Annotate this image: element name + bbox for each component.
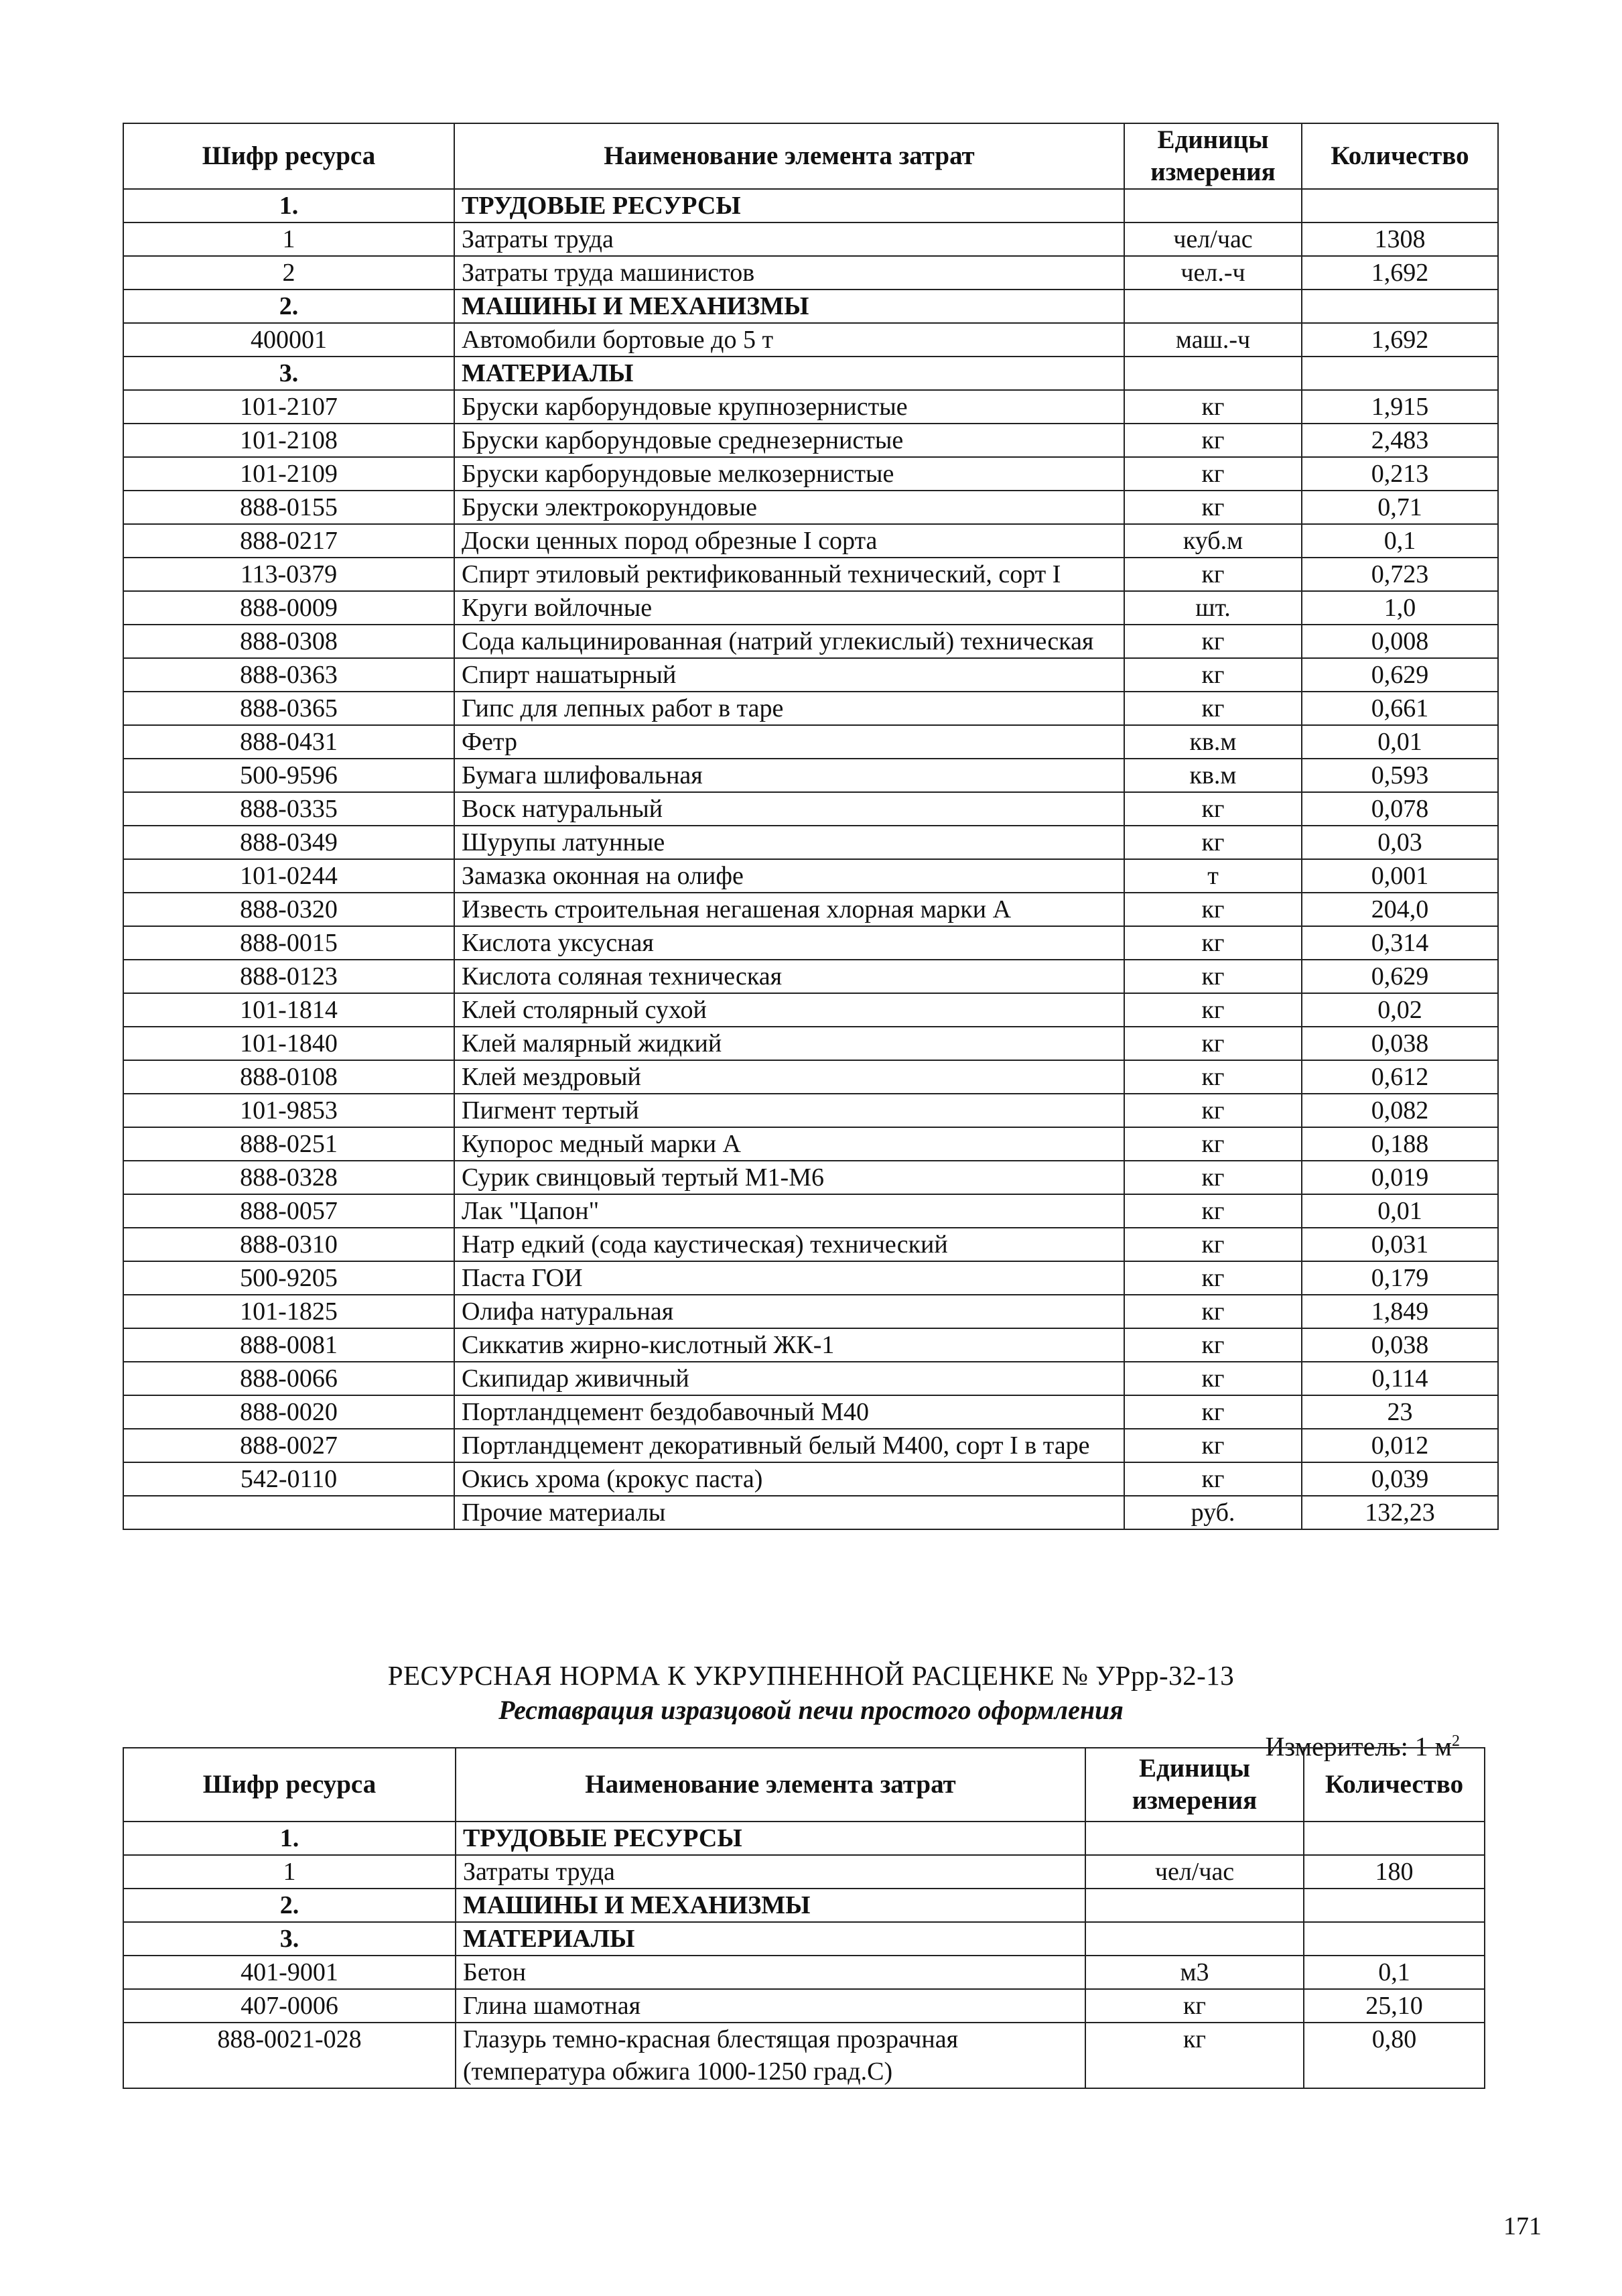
table-row bbox=[123, 1328, 1498, 1362]
code-cell: 2. bbox=[123, 290, 454, 323]
header-code: Шифр ресурса bbox=[123, 1748, 456, 1822]
name-cell: Клей малярный жидкий bbox=[454, 1027, 1124, 1060]
unit-cell bbox=[1124, 290, 1302, 323]
qty-cell bbox=[1304, 1889, 1485, 1922]
code-cell: 2. bbox=[123, 1889, 456, 1922]
unit-cell: кг bbox=[1124, 424, 1302, 457]
unit-cell: кг bbox=[1124, 1362, 1302, 1395]
table-row bbox=[123, 256, 1498, 290]
name-cell: Доски ценных пород обрезные I сорта bbox=[454, 524, 1124, 558]
page-number: 171 bbox=[1503, 2212, 1542, 2240]
qty-cell: 0,1 bbox=[1304, 1956, 1485, 1989]
qty-cell: 25,10 bbox=[1304, 1989, 1485, 2023]
qty-cell: 1,849 bbox=[1302, 1295, 1498, 1328]
qty-cell: 0,039 bbox=[1302, 1462, 1498, 1496]
table-row bbox=[123, 893, 1498, 926]
table-body bbox=[123, 189, 1498, 1529]
unit-cell: м3 bbox=[1085, 1956, 1304, 1989]
unit-cell: кг bbox=[1124, 1261, 1302, 1295]
unit-cell: чел.-ч bbox=[1124, 256, 1302, 290]
unit-cell: кг bbox=[1124, 1429, 1302, 1462]
unit-cell: куб.м bbox=[1124, 524, 1302, 558]
table-row bbox=[123, 1956, 1485, 1989]
unit-cell: кг bbox=[1124, 1161, 1302, 1194]
name-cell: Бетон bbox=[456, 1956, 1085, 1989]
qty-cell: 0,593 bbox=[1302, 759, 1498, 792]
qty-cell: 0,213 bbox=[1302, 457, 1498, 491]
name-cell: Спирт этиловый ректификованный технический, сорт I bbox=[454, 558, 1124, 591]
name-cell: Портландцемент бездобавочный М40 bbox=[454, 1395, 1124, 1429]
unit-cell: кг bbox=[1124, 792, 1302, 826]
norm-subtitle: Реставрация изразцовой печи простого оформления bbox=[498, 1695, 1124, 1725]
code-cell: 113-0379 bbox=[123, 558, 454, 591]
qty-cell: 0,612 bbox=[1302, 1060, 1498, 1094]
code-cell: 888-0310 bbox=[123, 1228, 454, 1261]
resource-table-2 bbox=[123, 1747, 1485, 2089]
code-cell: 101-2109 bbox=[123, 457, 454, 491]
code-cell: 888-0320 bbox=[123, 893, 454, 926]
table-row bbox=[123, 524, 1498, 558]
code-cell: 1 bbox=[123, 222, 454, 256]
code-cell: 888-0123 bbox=[123, 960, 454, 993]
qty-cell: 0,661 bbox=[1302, 692, 1498, 725]
unit-cell: т bbox=[1124, 859, 1302, 893]
code-cell: 888-0057 bbox=[123, 1194, 454, 1228]
code-cell: 888-0027 bbox=[123, 1429, 454, 1462]
qty-cell bbox=[1302, 357, 1498, 390]
section-row bbox=[123, 1889, 1485, 1922]
unit-cell: кг bbox=[1124, 1094, 1302, 1127]
name-cell: Кислота соляная техническая bbox=[454, 960, 1124, 993]
name-cell: Глина шамотная bbox=[456, 1989, 1085, 2023]
name-cell: Клей мездровый bbox=[454, 1060, 1124, 1094]
name-cell: Спирт нашатырный bbox=[454, 658, 1124, 692]
name-cell: Купорос медный марки А bbox=[454, 1127, 1124, 1161]
code-cell: 500-9596 bbox=[123, 759, 454, 792]
qty-cell: 0,012 bbox=[1302, 1429, 1498, 1462]
code-cell: 888-0066 bbox=[123, 1362, 454, 1395]
qty-cell: 0,80 bbox=[1304, 2023, 1485, 2088]
code-cell: 101-1814 bbox=[123, 993, 454, 1027]
unit-cell: кг bbox=[1124, 390, 1302, 424]
unit-cell: кг bbox=[1124, 491, 1302, 524]
table-header-row bbox=[123, 1748, 1485, 1822]
table-row bbox=[123, 558, 1498, 591]
qty-cell: 0,082 bbox=[1302, 1094, 1498, 1127]
unit-cell: кг bbox=[1124, 1127, 1302, 1161]
qty-cell bbox=[1304, 1922, 1485, 1956]
name-cell: Автомобили бортовые до 5 т bbox=[454, 323, 1124, 357]
unit-cell: руб. bbox=[1124, 1496, 1302, 1529]
table-row bbox=[123, 457, 1498, 491]
code-cell: 888-0155 bbox=[123, 491, 454, 524]
unit-cell: кг bbox=[1124, 1462, 1302, 1496]
unit-cell: кг bbox=[1124, 1060, 1302, 1094]
name-cell: Затраты труда bbox=[456, 1855, 1085, 1889]
qty-cell: 0,188 bbox=[1302, 1127, 1498, 1161]
code-cell: 888-0108 bbox=[123, 1060, 454, 1094]
code-cell: 888-0308 bbox=[123, 625, 454, 658]
table-row bbox=[123, 725, 1498, 759]
unit-cell: кг bbox=[1124, 1194, 1302, 1228]
table-row bbox=[123, 993, 1498, 1027]
table-row bbox=[123, 390, 1498, 424]
table-row bbox=[123, 2023, 1485, 2088]
name-cell: Натр едкий (сода каустическая) технический bbox=[454, 1228, 1124, 1261]
name-cell: ТРУДОВЫЕ РЕСУРСЫ bbox=[456, 1822, 1085, 1855]
section-row bbox=[123, 189, 1498, 222]
code-cell: 400001 bbox=[123, 323, 454, 357]
qty-cell: 0,03 bbox=[1302, 826, 1498, 859]
table-row bbox=[123, 1462, 1498, 1496]
header-qty: Количество bbox=[1304, 1748, 1485, 1822]
name-cell: Сода кальцинированная (натрий углекислый) техническая bbox=[454, 625, 1124, 658]
qty-cell: 0,008 bbox=[1302, 625, 1498, 658]
table-row bbox=[123, 1060, 1498, 1094]
qty-cell: 2,483 bbox=[1302, 424, 1498, 457]
qty-cell: 0,038 bbox=[1302, 1328, 1498, 1362]
name-cell: Прочие материалы bbox=[454, 1496, 1124, 1529]
code-cell: 401-9001 bbox=[123, 1956, 456, 1989]
name-cell: Портландцемент декоративный белый М400, сорт I в таре bbox=[454, 1429, 1124, 1462]
name-cell: Глазурь темно-красная блестящая прозрачная (температура обжига 1000-1250 град.С) bbox=[456, 2023, 1085, 2088]
table-row bbox=[123, 1395, 1498, 1429]
qty-cell: 0,723 bbox=[1302, 558, 1498, 591]
table-row bbox=[123, 1027, 1498, 1060]
qty-cell: 132,23 bbox=[1302, 1496, 1498, 1529]
unit-cell: кг bbox=[1124, 625, 1302, 658]
unit-cell: кг bbox=[1124, 1228, 1302, 1261]
qty-cell: 0,1 bbox=[1302, 524, 1498, 558]
code-cell: 3. bbox=[123, 357, 454, 390]
name-cell: Лак "Цапон" bbox=[454, 1194, 1124, 1228]
qty-cell: 0,078 bbox=[1302, 792, 1498, 826]
qty-cell: 0,02 bbox=[1302, 993, 1498, 1027]
qty-cell: 1,692 bbox=[1302, 323, 1498, 357]
table-row bbox=[123, 1989, 1485, 2023]
name-cell: Олифа натуральная bbox=[454, 1295, 1124, 1328]
name-cell: Затраты труда bbox=[454, 222, 1124, 256]
unit-cell bbox=[1085, 1922, 1304, 1956]
table-body bbox=[123, 1822, 1485, 2088]
header-unit: Единицы измерения bbox=[1085, 1748, 1304, 1822]
qty-cell: 204,0 bbox=[1302, 893, 1498, 926]
code-cell: 888-0431 bbox=[123, 725, 454, 759]
unit-cell: кг bbox=[1124, 1027, 1302, 1060]
unit-cell: кг bbox=[1124, 926, 1302, 960]
qty-cell: 0,179 bbox=[1302, 1261, 1498, 1295]
name-cell: Окись хрома (крокус паста) bbox=[454, 1462, 1124, 1496]
name-cell: Фетр bbox=[454, 725, 1124, 759]
unit-cell: кг bbox=[1124, 960, 1302, 993]
table-row bbox=[123, 625, 1498, 658]
name-cell: МАТЕРИАЛЫ bbox=[454, 357, 1124, 390]
qty-cell: 1308 bbox=[1302, 222, 1498, 256]
qty-cell bbox=[1302, 290, 1498, 323]
code-cell: 101-1840 bbox=[123, 1027, 454, 1060]
meter-text: Измеритель: 1 м bbox=[1265, 1731, 1452, 1762]
table-header-row bbox=[123, 123, 1498, 189]
section-row bbox=[123, 1922, 1485, 1956]
name-cell: Бруски карборундовые мелкозернистые bbox=[454, 457, 1124, 491]
code-cell: 888-0015 bbox=[123, 926, 454, 960]
table-row bbox=[123, 692, 1498, 725]
code-cell: 1. bbox=[123, 1822, 456, 1855]
qty-cell: 0,01 bbox=[1302, 1194, 1498, 1228]
header-code: Шифр ресурса bbox=[123, 123, 454, 189]
qty-cell bbox=[1302, 189, 1498, 222]
code-cell: 1. bbox=[123, 189, 454, 222]
unit-cell: кв.м bbox=[1124, 725, 1302, 759]
unit-cell: кг bbox=[1124, 457, 1302, 491]
qty-cell: 0,71 bbox=[1302, 491, 1498, 524]
section-row bbox=[123, 357, 1498, 390]
unit-cell bbox=[1085, 1889, 1304, 1922]
unit-cell: кг bbox=[1085, 1989, 1304, 2023]
code-cell: 500-9205 bbox=[123, 1261, 454, 1295]
resource-table-1 bbox=[123, 123, 1499, 1530]
qty-cell: 1,692 bbox=[1302, 256, 1498, 290]
code-cell: 888-0217 bbox=[123, 524, 454, 558]
name-cell: МАШИНЫ И МЕХАНИЗМЫ bbox=[454, 290, 1124, 323]
code-cell: 101-2107 bbox=[123, 390, 454, 424]
qty-cell: 0,629 bbox=[1302, 658, 1498, 692]
table-row bbox=[123, 926, 1498, 960]
name-cell: Воск натуральный bbox=[454, 792, 1124, 826]
name-cell: Замазка оконная на олифе bbox=[454, 859, 1124, 893]
table-row bbox=[123, 222, 1498, 256]
table-row bbox=[123, 826, 1498, 859]
qty-cell: 0,01 bbox=[1302, 725, 1498, 759]
code-cell: 888-0009 bbox=[123, 591, 454, 625]
code-cell: 888-0251 bbox=[123, 1127, 454, 1161]
name-cell: Паста ГОИ bbox=[454, 1261, 1124, 1295]
code-cell: 407-0006 bbox=[123, 1989, 456, 2023]
code-cell: 542-0110 bbox=[123, 1462, 454, 1496]
name-cell: Бруски электрокорундовые bbox=[454, 491, 1124, 524]
code-cell: 888-0335 bbox=[123, 792, 454, 826]
table-row bbox=[123, 1496, 1498, 1529]
qty-cell: 0,629 bbox=[1302, 960, 1498, 993]
name-cell: Клей столярный сухой bbox=[454, 993, 1124, 1027]
table-row bbox=[123, 960, 1498, 993]
code-cell: 888-0365 bbox=[123, 692, 454, 725]
code-cell: 888-0020 bbox=[123, 1395, 454, 1429]
code-cell: 101-0244 bbox=[123, 859, 454, 893]
unit-cell: маш.-ч bbox=[1124, 323, 1302, 357]
section-row bbox=[123, 290, 1498, 323]
name-cell: Сурик свинцовый тертый М1-М6 bbox=[454, 1161, 1124, 1194]
code-cell: 101-2108 bbox=[123, 424, 454, 457]
name-cell: Пигмент тертый bbox=[454, 1094, 1124, 1127]
unit-cell: кг bbox=[1124, 893, 1302, 926]
header-qty: Количество bbox=[1302, 123, 1498, 189]
unit-cell: кг bbox=[1124, 558, 1302, 591]
unit-cell: кг bbox=[1124, 993, 1302, 1027]
code-cell: 2 bbox=[123, 256, 454, 290]
name-cell: Бруски карборундовые среднезернистые bbox=[454, 424, 1124, 457]
table-row bbox=[123, 491, 1498, 524]
header-unit: Единицы измерения bbox=[1124, 123, 1302, 189]
unit-cell bbox=[1085, 1822, 1304, 1855]
table-row bbox=[123, 859, 1498, 893]
qty-cell: 23 bbox=[1302, 1395, 1498, 1429]
table-row bbox=[123, 591, 1498, 625]
qty-cell: 0,314 bbox=[1302, 926, 1498, 960]
name-cell: Гипс для лепных работ в таре bbox=[454, 692, 1124, 725]
name-cell: МАШИНЫ И МЕХАНИЗМЫ bbox=[456, 1889, 1085, 1922]
table-row bbox=[123, 1855, 1485, 1889]
table-row bbox=[123, 424, 1498, 457]
table-row bbox=[123, 1295, 1498, 1328]
code-cell: 3. bbox=[123, 1922, 456, 1956]
name-cell: Шурупы латунные bbox=[454, 826, 1124, 859]
section-row bbox=[123, 1822, 1485, 1855]
qty-cell: 0,019 bbox=[1302, 1161, 1498, 1194]
header-name: Наименование элемента затрат bbox=[454, 123, 1124, 189]
qty-cell: 0,038 bbox=[1302, 1027, 1498, 1060]
table-row bbox=[123, 323, 1498, 357]
norm-title: РЕСУРСНАЯ НОРМА К УКРУПНЕННОЙ РАСЦЕНКЕ № УРрр-32-13 bbox=[387, 1660, 1235, 1691]
code-cell bbox=[123, 1496, 454, 1529]
qty-cell: 1,915 bbox=[1302, 390, 1498, 424]
name-cell: Затраты труда машинистов bbox=[454, 256, 1124, 290]
meter-superscript: 2 bbox=[1452, 1732, 1460, 1750]
name-cell: Сиккатив жирно-кислотный ЖК-1 bbox=[454, 1328, 1124, 1362]
qty-cell: 0,031 bbox=[1302, 1228, 1498, 1261]
unit-cell: кг bbox=[1124, 658, 1302, 692]
unit-cell: кг bbox=[1085, 2023, 1304, 2088]
unit-cell: кг bbox=[1124, 1328, 1302, 1362]
code-cell: 888-0021-028 bbox=[123, 2023, 456, 2088]
name-cell: Кислота уксусная bbox=[454, 926, 1124, 960]
table-row bbox=[123, 1194, 1498, 1228]
qty-cell bbox=[1304, 1822, 1485, 1855]
table-row bbox=[123, 1161, 1498, 1194]
name-cell: МАТЕРИАЛЫ bbox=[456, 1922, 1085, 1956]
code-cell: 888-0328 bbox=[123, 1161, 454, 1194]
name-cell: Бруски карборундовые крупнозернистые bbox=[454, 390, 1124, 424]
table-row bbox=[123, 792, 1498, 826]
header-name: Наименование элемента затрат bbox=[456, 1748, 1085, 1822]
unit-cell: шт. bbox=[1124, 591, 1302, 625]
code-cell: 101-9853 bbox=[123, 1094, 454, 1127]
qty-cell: 0,114 bbox=[1302, 1362, 1498, 1395]
table-row bbox=[123, 658, 1498, 692]
code-cell: 888-0363 bbox=[123, 658, 454, 692]
name-cell: Скипидар живичный bbox=[454, 1362, 1124, 1395]
table-row bbox=[123, 1429, 1498, 1462]
name-cell: ТРУДОВЫЕ РЕСУРСЫ bbox=[454, 189, 1124, 222]
unit-cell: кв.м bbox=[1124, 759, 1302, 792]
qty-cell: 1,0 bbox=[1302, 591, 1498, 625]
table-row bbox=[123, 1261, 1498, 1295]
unit-cell bbox=[1124, 189, 1302, 222]
table-row bbox=[123, 1094, 1498, 1127]
unit-cell: чел/час bbox=[1124, 222, 1302, 256]
code-cell: 1 bbox=[123, 1855, 456, 1889]
table-row bbox=[123, 759, 1498, 792]
unit-cell: кг bbox=[1124, 1295, 1302, 1328]
code-cell: 101-1825 bbox=[123, 1295, 454, 1328]
name-cell: Известь строительная негашеная хлорная марки А bbox=[454, 893, 1124, 926]
table-row bbox=[123, 1362, 1498, 1395]
name-cell: Бумага шлифовальная bbox=[454, 759, 1124, 792]
qty-cell: 180 bbox=[1304, 1855, 1485, 1889]
unit-cell: кг bbox=[1124, 1395, 1302, 1429]
name-cell: Круги войлочные bbox=[454, 591, 1124, 625]
table-row bbox=[123, 1228, 1498, 1261]
code-cell: 888-0081 bbox=[123, 1328, 454, 1362]
unit-cell bbox=[1124, 357, 1302, 390]
unit-cell: кг bbox=[1124, 826, 1302, 859]
unit-cell: чел/час bbox=[1085, 1855, 1304, 1889]
unit-cell: кг bbox=[1124, 692, 1302, 725]
qty-cell: 0,001 bbox=[1302, 859, 1498, 893]
table-row bbox=[123, 1127, 1498, 1161]
code-cell: 888-0349 bbox=[123, 826, 454, 859]
